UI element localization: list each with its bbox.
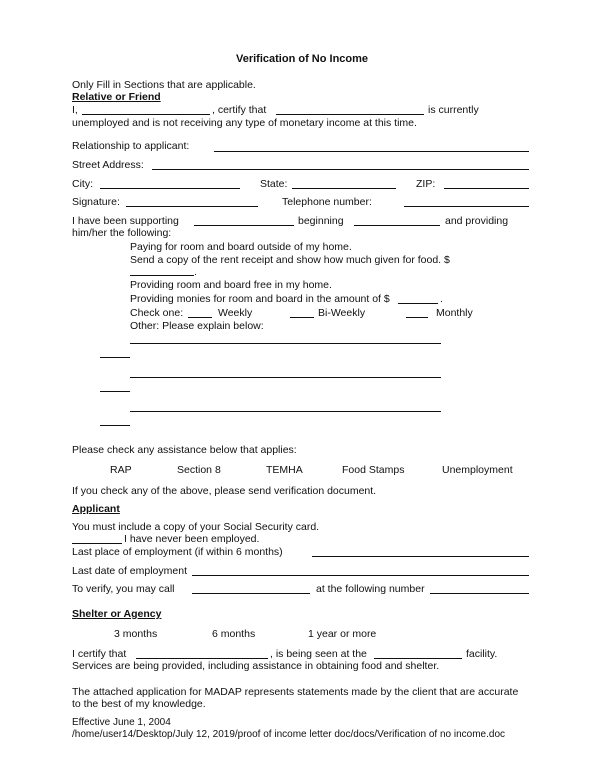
signature-label: Signature: <box>72 196 120 208</box>
providing-free-text: Providing room and board free in my home. <box>130 279 332 291</box>
weekly-checkbox[interactable] <box>188 317 212 318</box>
zip-field[interactable] <box>444 188 529 189</box>
relationship-field[interactable] <box>214 151 529 152</box>
assistance-option-rap[interactable]: RAP <box>110 464 132 476</box>
providing-monies-text: Providing monies for room and board in the amount of $ <box>130 293 390 305</box>
explain-check-1[interactable] <box>100 357 130 358</box>
check-one-label: Check one: <box>130 307 184 319</box>
monthly-label: Monthly <box>436 307 473 319</box>
relationship-label: Relationship to applicant: <box>72 140 190 152</box>
state-field[interactable] <box>292 188 396 189</box>
certify-that-label: , certify that <box>212 104 267 116</box>
assistance-option-temha[interactable]: TEMHA <box>266 464 303 476</box>
telephone-field[interactable] <box>404 206 529 207</box>
intro-text: Only Fill in Sections that are applicable. <box>72 79 256 91</box>
unemployed-text: unemployed and is not receiving any type of monetary income at this time. <box>72 117 417 129</box>
assistance-option-food-stamps[interactable]: Food Stamps <box>342 464 405 476</box>
explain-line-3[interactable] <box>130 411 441 412</box>
facility-label: facility. <box>466 648 498 660</box>
supporting-field[interactable] <box>194 225 294 226</box>
duration-3-months[interactable]: 3 months <box>114 628 158 640</box>
verify-contact-field[interactable] <box>192 593 310 594</box>
biweekly-label: Bi-Weekly <box>318 307 366 319</box>
ssn-text: You must include a copy of your Social Security card. <box>72 521 320 533</box>
relative-heading: Relative or Friend <box>72 91 161 103</box>
attached-text-1: The attached application for MADAP represents statements made by the client that are accurate <box>72 686 519 698</box>
assistance-note: If you check any of the above, please send verification document. <box>72 485 377 497</box>
name-field[interactable] <box>82 114 210 115</box>
effective-date: Effective June 1, 2004 <box>72 717 171 728</box>
is-currently-label: is currently <box>428 104 479 116</box>
facility-field[interactable] <box>374 658 462 659</box>
never-employed-checkbox[interactable] <box>72 543 122 544</box>
file-path: /home/user14/Desktop/July 12, 2019/proof of income letter doc/docs/Verification of no income.doc <box>72 729 506 740</box>
being-seen-label: , is being seen at the <box>270 648 367 660</box>
services-text: Services are being provided, including assistance in obtaining food and shelter. <box>72 660 440 672</box>
city-field[interactable] <box>100 188 240 189</box>
assistance-prompt: Please check any assistance below that applies: <box>72 444 297 456</box>
attached-text-2: to the best of my knowledge. <box>72 698 206 710</box>
duration-1-year[interactable]: 1 year or more <box>308 628 377 640</box>
biweekly-checkbox[interactable] <box>290 317 314 318</box>
city-label: City: <box>72 178 93 190</box>
duration-6-months[interactable]: 6 months <box>212 628 256 640</box>
paying-text: Paying for room and board outside of my home. <box>130 241 352 253</box>
last-place-label: Last place of employment (if within 6 months) <box>72 546 283 558</box>
explain-check-3[interactable] <box>100 425 130 426</box>
state-label: State: <box>260 178 288 190</box>
client-name-field[interactable] <box>136 658 268 659</box>
shelter-heading: Shelter or Agency <box>72 608 162 620</box>
telephone-label: Telephone number: <box>282 196 372 208</box>
food-amount-field[interactable] <box>130 275 194 276</box>
assistance-option-unemployment[interactable]: Unemployment <box>442 464 513 476</box>
last-date-label: Last date of employment <box>72 565 187 577</box>
supporting-label: I have been supporting <box>72 215 179 227</box>
signature-field[interactable] <box>126 206 258 207</box>
last-date-field[interactable] <box>192 575 529 576</box>
certify-prefix: I certify that <box>72 648 127 660</box>
verify-number-field[interactable] <box>430 593 529 594</box>
beginning-label: beginning <box>298 215 344 227</box>
page-title: Verification of No Income <box>236 53 369 65</box>
providing-monies-end: . <box>440 293 443 305</box>
zip-label: ZIP: <box>416 178 436 190</box>
applicant-heading: Applicant <box>72 503 120 515</box>
i-prefix: I, <box>72 104 78 116</box>
explain-line-1[interactable] <box>130 343 441 344</box>
providing-label: and providing <box>445 215 509 227</box>
other-label: Other: Please explain below: <box>130 320 264 332</box>
following-label: him/her the following: <box>72 227 172 239</box>
explain-line-2[interactable] <box>130 377 441 378</box>
never-employed-text: I have never been employed. <box>124 533 260 545</box>
monthly-checkbox[interactable] <box>406 317 428 318</box>
last-place-field[interactable] <box>312 556 529 557</box>
weekly-label: Weekly <box>218 307 253 319</box>
send-copy-text: Send a copy of the rent receipt and show how much given for food. $ <box>130 254 450 266</box>
street-field[interactable] <box>152 169 529 170</box>
following-number-label: at the following number <box>316 583 425 595</box>
street-label: Street Address: <box>72 159 144 171</box>
verify-label: To verify, you may call <box>72 583 175 595</box>
monies-amount-field[interactable] <box>398 303 438 304</box>
explain-check-2[interactable] <box>100 391 130 392</box>
person-field[interactable] <box>276 114 424 115</box>
send-copy-end: . <box>194 266 197 278</box>
beginning-field[interactable] <box>354 225 440 226</box>
assistance-option-section8[interactable]: Section 8 <box>177 464 221 476</box>
